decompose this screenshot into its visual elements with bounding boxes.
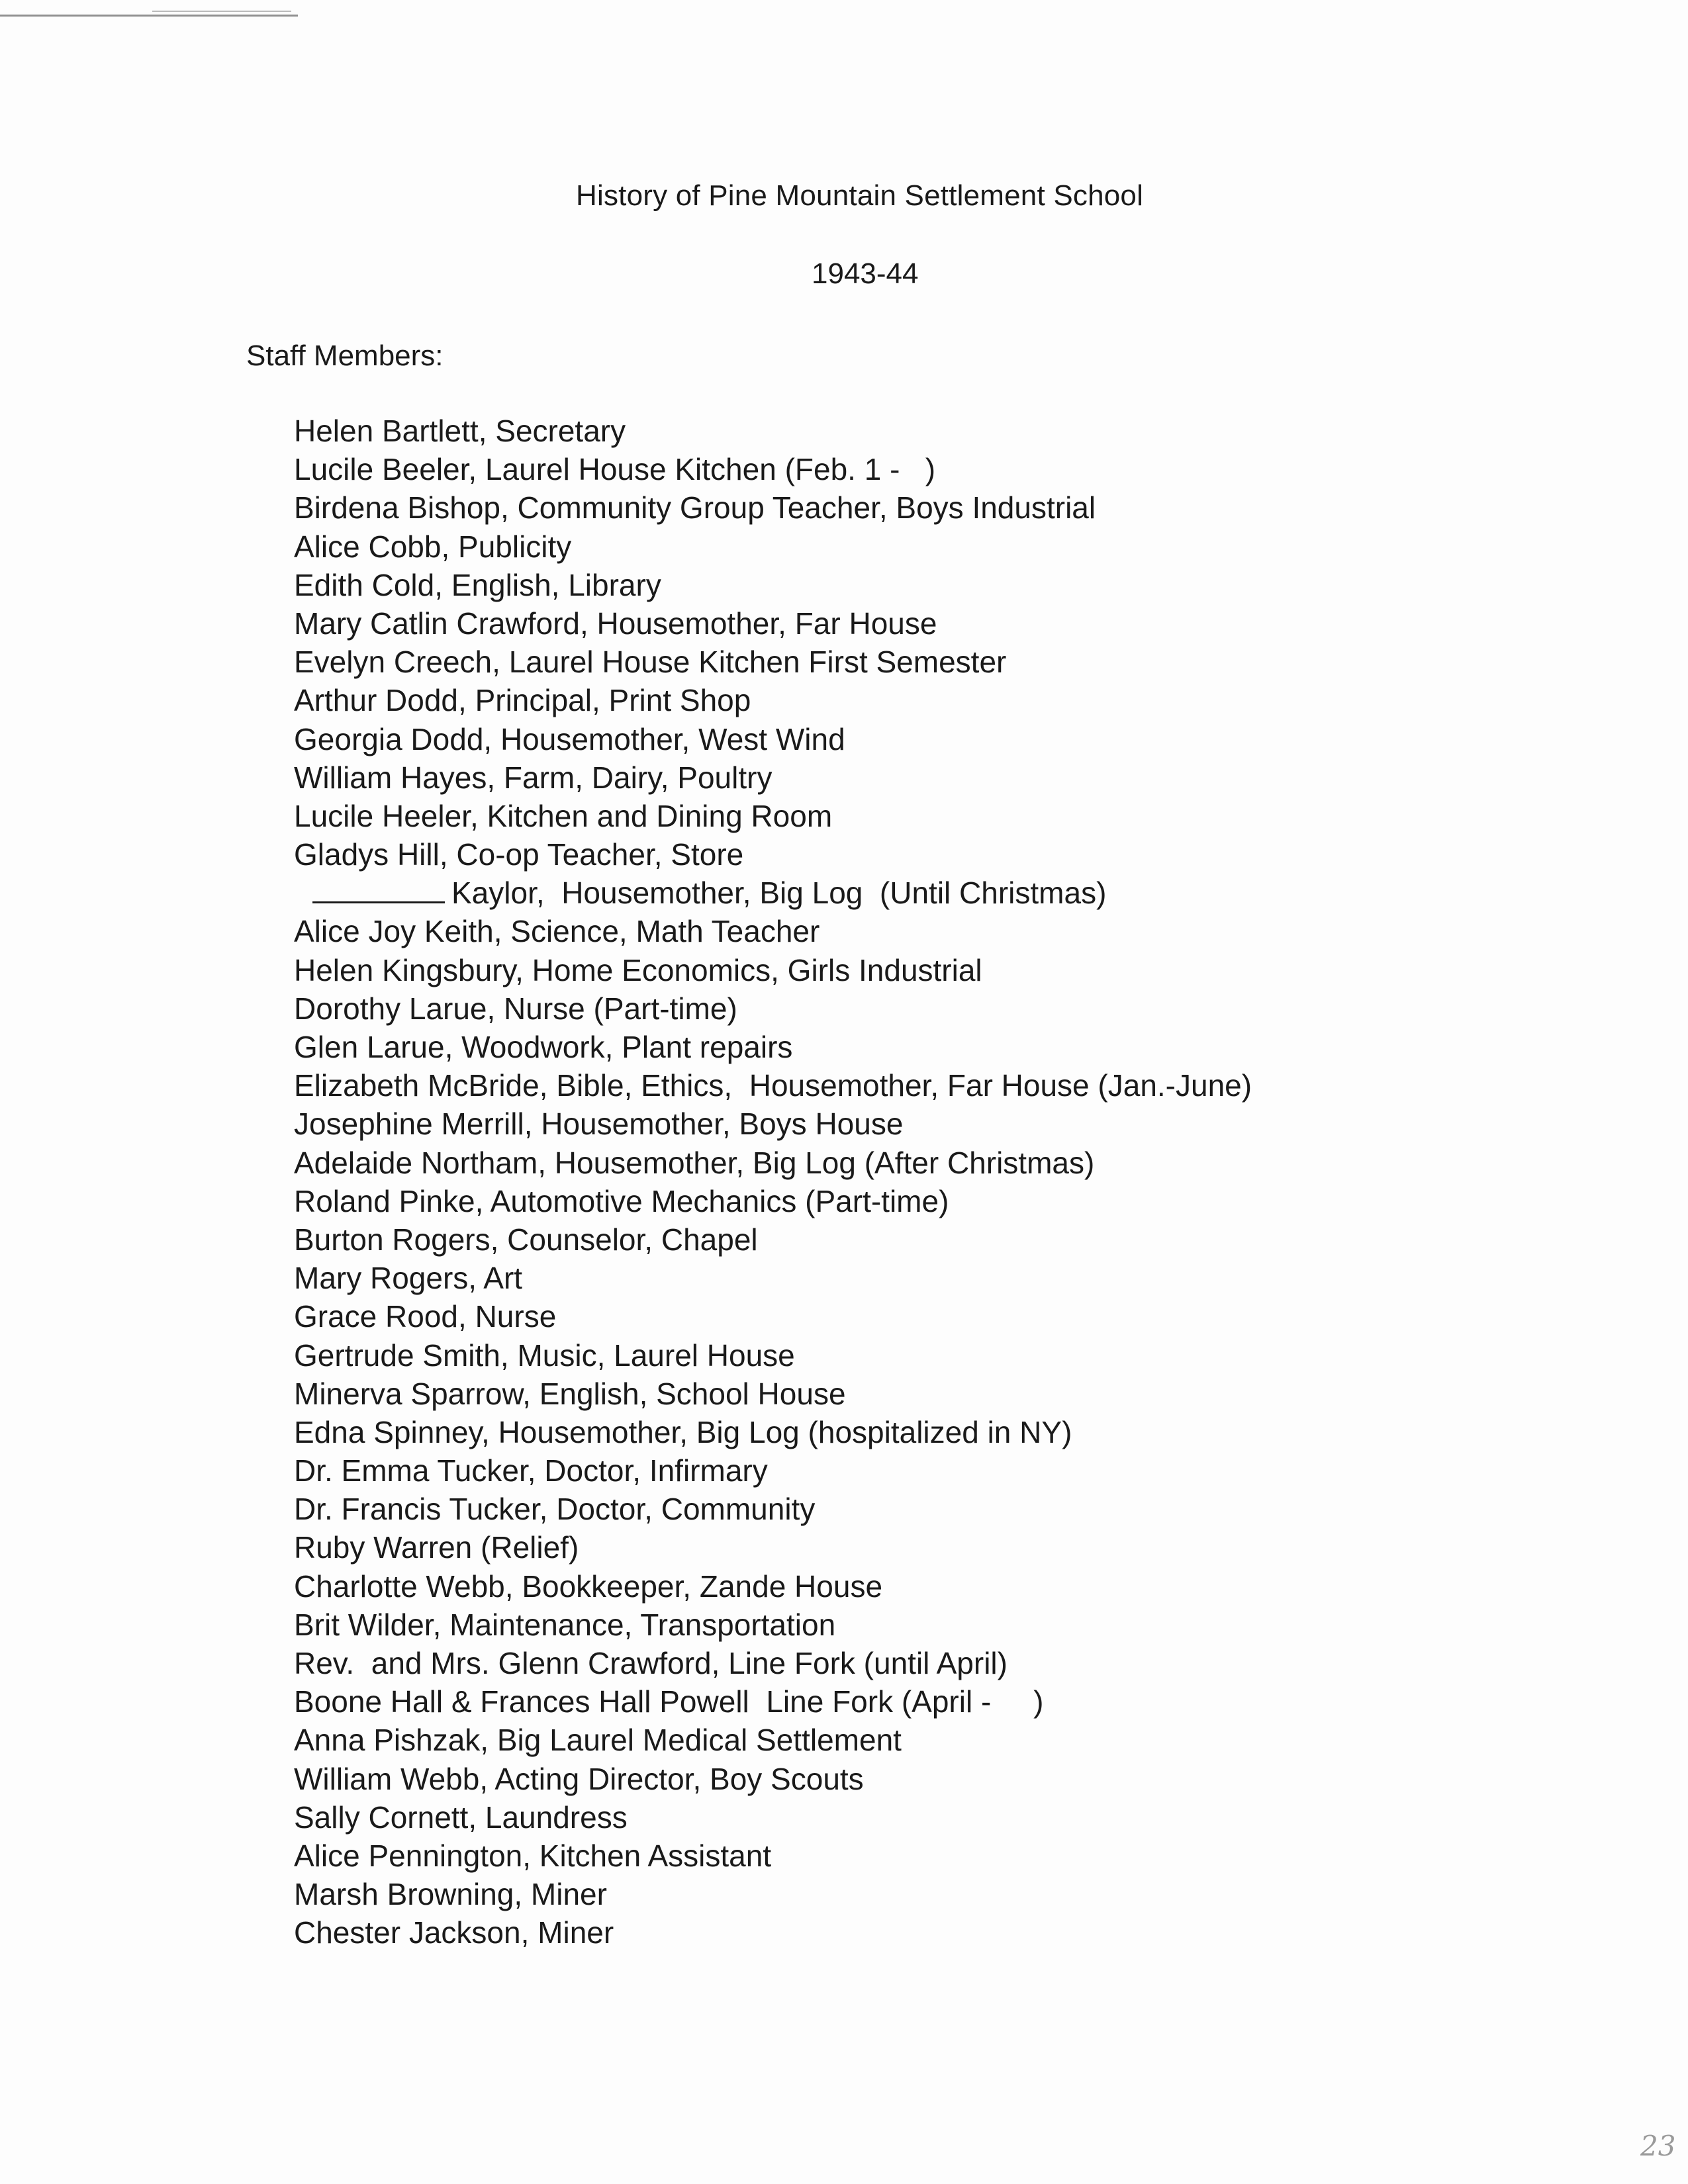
scan-artifact-line (0, 15, 298, 17)
staff-entry: Ruby Warren (Relief) (294, 1530, 579, 1565)
blank-name-line (312, 876, 445, 903)
staff-entry: Roland Pinke, Automotive Mechanics (Part-time) (294, 1183, 949, 1218)
staff-entry: Rev. and Mrs. Glenn Crawford, Line Fork (until April) (294, 1646, 1008, 1680)
staff-entry-text: Kaylor, Housemother, Big Log (Until Christmas) (451, 876, 1107, 911)
staff-entry: Glen Larue, Woodwork, Plant repairs (294, 1030, 793, 1064)
staff-entry: Georgia Dodd, Housemother, West Wind (294, 721, 845, 756)
staff-entry: Helen Bartlett, Secretary (294, 414, 626, 448)
staff-list (294, 412, 1252, 1952)
staff-entry: Gertrude Smith, Music, Laurel House (294, 1338, 795, 1373)
staff-entry: Josephine Merrill, Housemother, Boys House (294, 1107, 904, 1142)
staff-entry: Sally Cornett, Laundress (294, 1799, 628, 1835)
staff-entry: Lucile Heeler, Kitchen and Dining Room (294, 798, 833, 833)
staff-entry: Alice Cobb, Publicity (294, 529, 572, 564)
document-title: History of Pine Mountain Settlement School (576, 179, 1144, 212)
staff-entry: Dorothy Larue, Nurse (Part-time) (294, 991, 737, 1026)
staff-entry-with-blank (294, 874, 1252, 912)
staff-entry: Mary Catlin Crawford, Housemother, Far House (294, 606, 937, 641)
staff-entry: Anna Pishzak, Big Laurel Medical Settlement (294, 1723, 902, 1758)
staff-entry: Boone Hall & Frances Hall Powell Line Fork (April - ) (294, 1684, 1044, 1719)
staff-entry: Birdena Bishop, Community Group Teacher, Boys Industrial (294, 490, 1096, 525)
staff-entry: Dr. Francis Tucker, Doctor, Community (294, 1492, 816, 1527)
section-heading: Staff Members: (246, 340, 444, 372)
staff-entry: William Webb, Acting Director, Boy Scouts (294, 1761, 864, 1796)
staff-entry: Edith Cold, English, Library (294, 567, 661, 602)
staff-entry: Alice Pennington, Kitchen Assistant (294, 1838, 772, 1873)
staff-entry: Arthur Dodd, Principal, Print Shop (294, 683, 751, 718)
staff-entry: Gladys Hill, Co-op Teacher, Store (294, 837, 744, 872)
staff-entry: Minerva Sparrow, English, School House (294, 1376, 846, 1411)
document-year: 1943-44 (812, 257, 919, 290)
staff-entry: Chester Jackson, Miner (294, 1915, 614, 1950)
staff-entry: Charlotte Webb, Bookkeeper, Zande House (294, 1569, 883, 1604)
staff-entry: Adelaide Northam, Housemother, Big Log (After Christmas) (294, 1145, 1095, 1180)
staff-entry: William Hayes, Farm, Dairy, Poultry (294, 760, 773, 795)
staff-entry: Marsh Browning, Miner (294, 1877, 607, 1912)
staff-entry: Helen Kingsbury, Home Economics, Girls Industrial (294, 952, 982, 987)
staff-entry: Mary Rogers, Art (294, 1261, 523, 1296)
staff-entry: Evelyn Creech, Laurel House Kitchen First Semester (294, 645, 1007, 680)
staff-entry: Alice Joy Keith, Science, Math Teacher (294, 914, 820, 949)
staff-entry: Lucile Beeler, Laurel House Kitchen (Feb. 1 - ) (294, 452, 936, 487)
staff-entry: Dr. Emma Tucker, Doctor, Infirmary (294, 1453, 768, 1488)
staff-entry: Brit Wilder, Maintenance, Transportation (294, 1607, 836, 1642)
scan-artifact-line-faint (152, 11, 291, 12)
staff-entry: Edna Spinney, Housemother, Big Log (hospitalized in NY) (294, 1414, 1072, 1449)
staff-entry: Grace Rood, Nurse (294, 1299, 557, 1334)
staff-entry: Burton Rogers, Counselor, Chapel (294, 1222, 758, 1257)
page-number: 23 (1640, 2130, 1676, 2162)
staff-entry: Elizabeth McBride, Bible, Ethics, Housemother, Far House (Jan.-June) (294, 1068, 1252, 1103)
